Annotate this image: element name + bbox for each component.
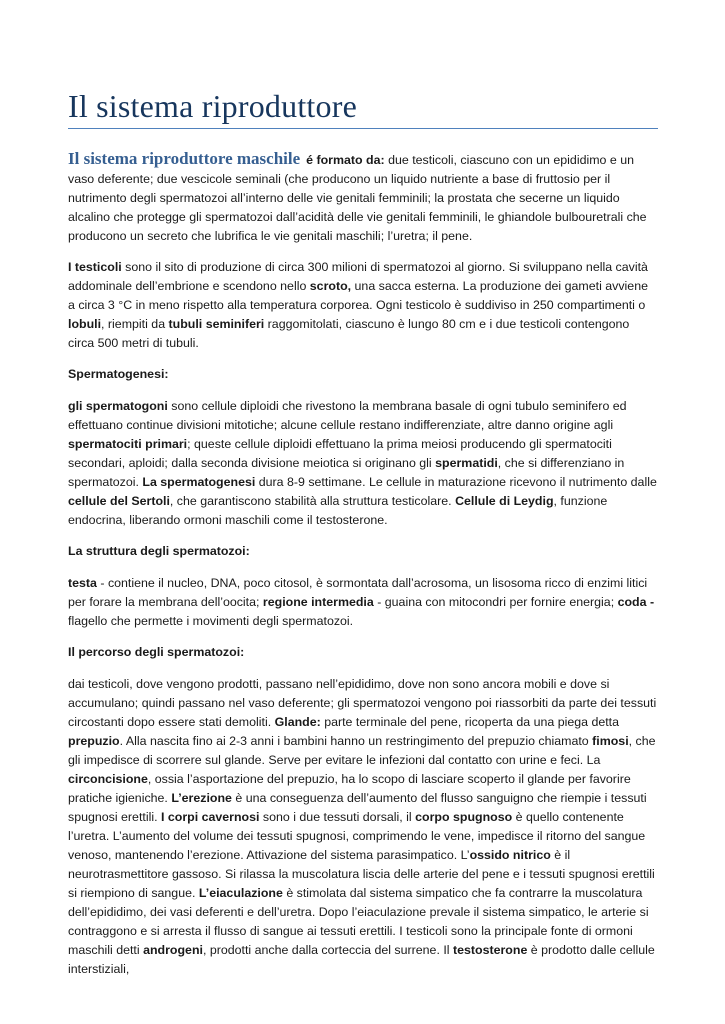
bold-term: L’erezione xyxy=(171,791,232,805)
percorso-heading: Il percorso degli spermatozoi: xyxy=(68,645,245,659)
bold-term: gli spermatogoni xyxy=(68,399,168,413)
text-run: - guaina con mitocondri per fornire energia; xyxy=(373,595,618,609)
text-run: - contiene il nucleo, DNA, poco citosol, è sormontata dall’acrosoma, un lisosoma ricco di enzimi litici per forare la membrana dell’oocita; xyxy=(68,576,648,609)
spermatogenesi-paragraph xyxy=(68,397,658,530)
struttura-paragraph xyxy=(68,574,658,631)
text-run: parte terminale del pene, ricoperta da una piega detta xyxy=(320,715,620,729)
bold-term: corpo spugnoso xyxy=(415,810,513,824)
text-run: , prodotti anche dalla corteccia del surrene. Il xyxy=(202,943,453,957)
bold-term: circoncisione xyxy=(68,772,148,786)
bold-term: fimosi xyxy=(592,734,629,748)
bold-term: spermatidi xyxy=(435,456,498,470)
text-run: , ossia l’asportazione del prepuzio, ha lo scopo di lasciare scoperto il glande per favorire pratiche igieniche. xyxy=(68,772,631,805)
text-run: è quello contenente l’uretra. L’aumento del volume dei tessuti spugnosi, comprimendo le vene, impedisce il ritorno del sangue venoso, mantenendo l’erezione. Attivazione del sistema parasimpatico. L’ xyxy=(68,810,646,862)
bold-term: testa xyxy=(68,576,97,590)
text-run: flagello che permette i movimenti degli spermatozoi. xyxy=(68,614,354,628)
text-run: sono il sito di produzione di circa 300 milioni di spermatozoi al giorno. Si sviluppano nella cavità addominale dell’embrione e scendono nello xyxy=(68,260,648,293)
bold-term: scroto, xyxy=(309,279,352,293)
text-run: una sacca esterna. La produzione dei gameti avviene a circa 3 °C in meno rispetto alla temperatura corporea. Ogni testicolo è suddiviso in 250 compartimenti o xyxy=(68,279,648,312)
percorso-paragraph xyxy=(68,675,658,979)
text-run: sono cellule diploidi che rivestono la membrana basale di ogni tubulo seminifero ed effettuano continue divisioni mitotiche; alcune cellule restano indifferenziate, altre danno origine agli xyxy=(68,399,627,432)
testicoli-paragraph xyxy=(68,258,658,353)
text-run: , riempiti da xyxy=(101,317,169,331)
text-run: è stimolata dal sistema simpatico che fa contrarre la muscolatura dell’epididimo, dei vasi deferenti e dell’uretra. Dopo l’eiaculazione prevale il sistema simpatico, le arterie si contraggono e si arresta il flusso di sangue ai tessuti erettili. I testicoli sono la principale fonte di ormoni maschili detti xyxy=(68,886,649,957)
bold-term: testosterone xyxy=(452,943,528,957)
intro-bold: é formato da: xyxy=(306,153,385,167)
section-subtitle: Il sistema riproduttore maschile xyxy=(68,149,301,168)
text-run: , che si differenziano in spermatozoi. xyxy=(68,456,625,489)
bold-term: spermatociti primari xyxy=(68,437,188,451)
bold-term: Cellule di Leydig xyxy=(455,494,554,508)
text-run: , che garantiscono stabilità alla struttura testicolare. xyxy=(169,494,456,508)
bold-term: prepuzio xyxy=(68,734,120,748)
document-page xyxy=(68,88,658,991)
bold-term: Glande: xyxy=(274,715,321,729)
text-run: raggomitolati, ciascuno è lungo 80 cm e i due testicoli contengono circa 500 metri di tubuli. xyxy=(68,317,630,350)
text-run: ; queste cellule diploidi effettuano la prima meiosi producendo gli spermatociti secondari, aploidi; dalla seconda divisione meiotica si originano gli xyxy=(68,437,612,470)
text-run: è prodotto dalle cellule interstiziali, xyxy=(68,943,655,976)
intro-text: due testicoli, ciascuno con un epididimo e un vaso deferente; due vescicole seminali (che producono un liquido nutriente a base di fruttosio per il nutrimento degli spermatozoi all’interno delle vie genitali femminili; la prostata che secerne un liquido alcalino che protegge gli spermatozoi dall’acidità delle vie genitali femminili, le ghiandole bulbouretrali che producono un secreto che lubrifica le vie genitali maschili; l’uretra; il pene. xyxy=(68,153,647,243)
text-run: è una conseguenza dell’aumento del flusso sanguigno che riempie i tessuti spugnosi erettili. xyxy=(68,791,647,824)
bold-term: L’eiaculazione xyxy=(198,886,283,900)
text-run: . Alla nascita fino ai 2-3 anni i bambini hanno un restringimento del prepuzio chiamato xyxy=(119,734,593,748)
spermatogenesi-heading: Spermatogenesi: xyxy=(68,367,169,381)
bold-term: androgeni xyxy=(143,943,203,957)
bold-term: cellule del Sertoli xyxy=(68,494,170,508)
bold-term: tubuli seminiferi xyxy=(168,317,265,331)
bold-term: I corpi cavernosi xyxy=(160,810,260,824)
bold-term: La spermatogenesi xyxy=(142,475,256,489)
bold-term: ossido nitrico xyxy=(469,848,551,862)
text-run: è il neurotrasmettitore gassoso. Si rilassa la muscolatura liscia delle arterie del pene e i tessuti spugnosi erettili si riempiono di sangue. xyxy=(68,848,655,900)
text-run: dura 8-9 settimane. Le cellule in maturazione ricevono il nutrimento dalle xyxy=(255,475,657,489)
bold-term: regione intermedia xyxy=(262,595,374,609)
struttura-heading: La struttura degli spermatozoi: xyxy=(68,544,250,558)
bold-term: lobuli xyxy=(68,317,102,331)
text-run: dai testicoli, dove vengono prodotti, passano nell’epididimo, dove non sono ancora mobili e dove si accumulano; quindi passano nel vaso deferente; gli spermatozoi vengono poi riassorbiti da parte dei tessuti circostanti dopo essere stati demoliti. xyxy=(68,677,657,729)
bold-term: coda - xyxy=(617,595,655,609)
intro-paragraph xyxy=(68,149,658,246)
bold-term: I testicoli xyxy=(68,260,122,274)
page-title: Il sistema riproduttore xyxy=(68,88,658,129)
text-run: , che gli impedisce di scorrere sul glande. Serve per evitare le infezioni dal contatto con urine e feci. La xyxy=(68,734,656,767)
text-run: , funzione endocrina, liberando ormoni maschili come il testosterone. xyxy=(68,494,608,527)
text-run: sono i due tessuti dorsali, il xyxy=(259,810,416,824)
